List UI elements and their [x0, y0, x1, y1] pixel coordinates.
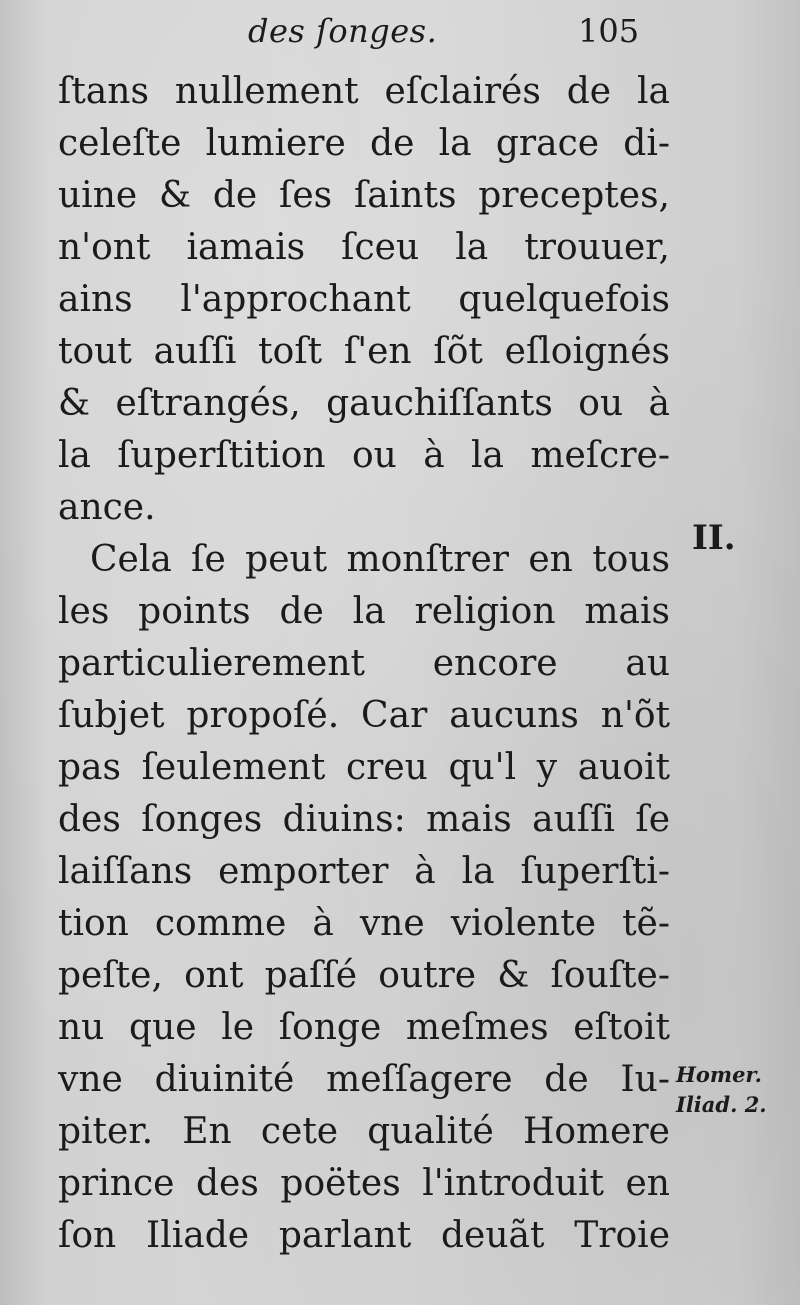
text-line: ſubjet propoſé. Car aucuns n'õt — [58, 695, 670, 736]
text-line: & eſtrangés, gauchiſſants ou à — [58, 383, 670, 424]
margin-reference-author: Homer. — [676, 1062, 762, 1087]
text-line: la ſuperſtition ou à la meſcre- — [58, 435, 670, 476]
page-number: 105 — [578, 12, 640, 50]
running-title: des ſonges. — [248, 12, 438, 50]
margin-section-number: II. — [692, 518, 736, 558]
text-line: laiſſans emporter à la ſuperſti- — [58, 851, 670, 892]
margin-reference — [676, 1060, 767, 1120]
text-line: ance. — [58, 487, 156, 528]
text-line: n'ont iamais ſceu la trouuer, — [58, 227, 670, 268]
text-line: celeſte lumiere de la grace di- — [58, 123, 670, 164]
text-line: piter. En cete qualité Homere — [58, 1111, 670, 1152]
text-line: Cela ſe peut monſtrer en tous — [90, 539, 670, 580]
text-line: nu que le ſonge meſmes eſtoit — [58, 1007, 670, 1048]
text-line: des ſonges diuins: mais auſſi ſe — [58, 799, 670, 840]
margin-reference-work: Iliad. 2. — [676, 1092, 767, 1117]
text-line: uine & de ſes ſaints preceptes, — [58, 175, 670, 216]
running-head — [0, 12, 800, 52]
text-line: prince des poëtes l'introduit en — [58, 1163, 670, 1204]
text-line: ſtans nullement eſclairés de la — [58, 71, 670, 112]
text-line: tout auſſi toſt ſ'en ſõt eſloignés — [58, 331, 670, 372]
text-line: les points de la religion mais — [58, 591, 670, 632]
text-line: tion comme à vne violente tẽ- — [58, 903, 670, 944]
text-line: vne diuinité meſſagere de Iu- — [58, 1059, 670, 1100]
text-line: particulierement encore au — [58, 643, 670, 684]
text-line: peſte, ont paſſé outre & ſouſte- — [58, 955, 670, 996]
text-line: ains l'approchant quelquefois — [58, 279, 670, 320]
text-line: ſon Iliade parlant deuãt Troie — [58, 1215, 670, 1256]
body-text — [58, 66, 670, 1262]
text-line: pas ſeulement creu qu'l y auoit — [58, 747, 670, 788]
